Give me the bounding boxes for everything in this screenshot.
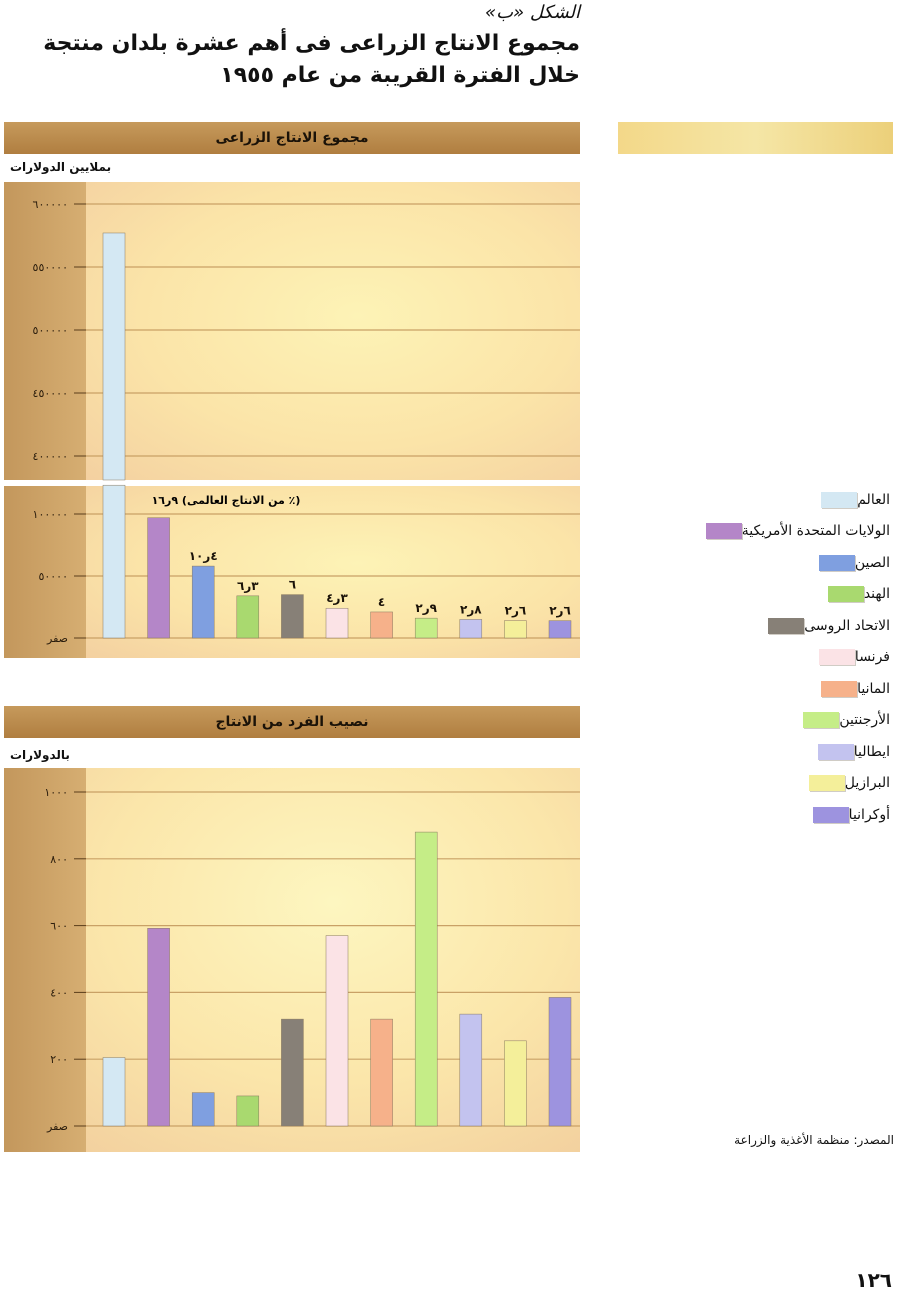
- legend-label: الهند: [863, 586, 890, 603]
- chart1-bar: [504, 621, 526, 638]
- legend-label: العالم: [857, 491, 890, 508]
- chart1-svg: [4, 182, 580, 658]
- legend-label: الأرجنتين: [839, 712, 890, 729]
- legend-swatch: [706, 523, 742, 539]
- legend-swatch: [809, 775, 845, 791]
- legend-item: [600, 673, 890, 705]
- legend-item: [600, 484, 890, 516]
- chart1-tick-label: ٥٥٠٠٠٠: [32, 261, 68, 274]
- legend-item: [600, 799, 890, 831]
- chart2-tick-label: صفر: [47, 1120, 68, 1133]
- title-line-1: مجموع الانتاج الزراعى فى أهم عشرة بلدان منتجة: [43, 31, 580, 56]
- legend-item: [600, 736, 890, 768]
- legend-item: [600, 705, 890, 737]
- chart1-title: مجموع الانتاج الزراعى: [4, 122, 580, 154]
- chart1-tick-label: ٤٥٠٠٠٠: [32, 387, 68, 400]
- chart2-bar: [549, 997, 571, 1126]
- legend-swatch: [828, 586, 864, 602]
- chart1-bar-label: ٤: [377, 594, 386, 609]
- chart2-bar: [148, 928, 170, 1126]
- chart2-bar: [281, 1019, 303, 1126]
- chart2-tick-label: ٤٠٠: [50, 986, 68, 1000]
- decorative-color-strip: [618, 122, 893, 154]
- legend-swatch: [821, 681, 857, 697]
- legend-item: [600, 516, 890, 548]
- legend-swatch: [821, 492, 857, 508]
- chart1-bar-label: ٣ر٤: [326, 591, 348, 606]
- per-capita-panel: [4, 706, 580, 1152]
- chart1-bar-label: ٩ر٢: [415, 601, 437, 616]
- chart2-bar: [371, 1019, 393, 1126]
- chart2-bar: [326, 936, 348, 1126]
- source-note: المصدر: منظمة الأغذية والزراعة: [734, 1133, 894, 1147]
- chart1-bar-label: ٤ر١٠: [188, 549, 218, 564]
- legend-item: [600, 579, 890, 611]
- chart2-tick-label: ٨٠٠: [50, 852, 68, 866]
- chart2-bar: [192, 1093, 214, 1126]
- legend-label: المانيا: [857, 680, 890, 697]
- legend-label: ايطاليا: [853, 743, 890, 760]
- chart1-bar: [237, 596, 259, 638]
- chart2-bar: [103, 1058, 125, 1126]
- legend-item: [600, 642, 890, 674]
- figure-label: الشكل «ب»: [484, 2, 580, 23]
- chart1-upper-plot-area: [86, 182, 580, 480]
- chart2-title: نصيب الفرد من الانتاج: [4, 706, 580, 738]
- chart1-bar: [148, 518, 170, 638]
- title-line-2: خلال الفترة القريبة من عام ١٩٥٥: [220, 63, 580, 88]
- chart2-unit-label: بالدولارات: [10, 748, 70, 762]
- chart2-axis-strip: [4, 768, 86, 1152]
- chart1-bar: [281, 595, 303, 638]
- page-number: ١٢٦: [855, 1268, 892, 1292]
- legend-label: أوكرانيا: [848, 806, 890, 823]
- chart1-bar: [415, 618, 437, 638]
- chart1-tick-label: ٥٠٠٠٠: [38, 570, 68, 583]
- chart1-bar-label: ٦ر٢: [504, 603, 527, 618]
- legend-item: [600, 610, 890, 642]
- chart1-bar: [460, 619, 482, 638]
- legend-swatch: [819, 555, 855, 571]
- chart1-tick-label: صفر: [47, 632, 68, 645]
- legend: [600, 484, 890, 831]
- legend-swatch: [768, 618, 804, 634]
- chart1-bar-label: ٦ر٢: [549, 603, 571, 618]
- chart1-tick-label: ٦٠٠٠٠٠: [32, 198, 68, 211]
- chart2-bar: [460, 1014, 482, 1126]
- legend-label: فرنسا: [854, 649, 890, 666]
- chart2-bar: [237, 1096, 259, 1126]
- chart1-bar: [192, 566, 214, 638]
- chart1-tick-label: ١٠٠٠٠٠: [32, 508, 68, 521]
- legend-item: [600, 768, 890, 800]
- total-production-panel: [4, 122, 580, 658]
- legend-swatch: [803, 712, 839, 728]
- chart2-bar: [415, 832, 437, 1126]
- legend-label: الاتحاد الروسى: [804, 617, 890, 634]
- chart2-tick-label: ٢٠٠: [50, 1053, 68, 1067]
- legend-label: الصين: [854, 554, 890, 571]
- chart1-bar: [103, 233, 125, 480]
- chart1-axis-break: [4, 480, 580, 486]
- chart1-unit-label: بملايين الدولارات: [10, 160, 112, 174]
- figure-title: [20, 28, 580, 92]
- legend-label: الولايات المتحدة الأمريكية: [741, 523, 890, 540]
- legend-swatch: [813, 807, 849, 823]
- chart1-bar: [371, 612, 393, 638]
- chart2-bar: [504, 1041, 526, 1126]
- legend-swatch: [818, 744, 854, 760]
- chart1-bar-label: ٦: [288, 577, 297, 592]
- chart1-bar-label: ٨ر٢: [460, 602, 482, 617]
- chart1-share-annotation: (٪ من الانتاج العالمى) ٩ر١٦: [151, 494, 301, 507]
- chart1-tick-label: ٤٠٠٠٠٠: [32, 450, 68, 463]
- chart2-tick-label: ١٠٠٠: [44, 786, 68, 799]
- legend-label: البرازيل: [844, 775, 890, 792]
- chart1-bar: [326, 608, 348, 638]
- chart1-bar-label: ٣ر٦: [237, 578, 259, 593]
- chart2-svg: [4, 768, 580, 1152]
- chart1-bar: [103, 485, 125, 638]
- chart1-bar: [549, 621, 571, 638]
- chart1-tick-label: ٥٠٠٠٠٠: [32, 324, 68, 337]
- legend-swatch: [819, 649, 855, 665]
- chart2-tick-label: ٦٠٠: [50, 919, 68, 933]
- legend-item: [600, 547, 890, 579]
